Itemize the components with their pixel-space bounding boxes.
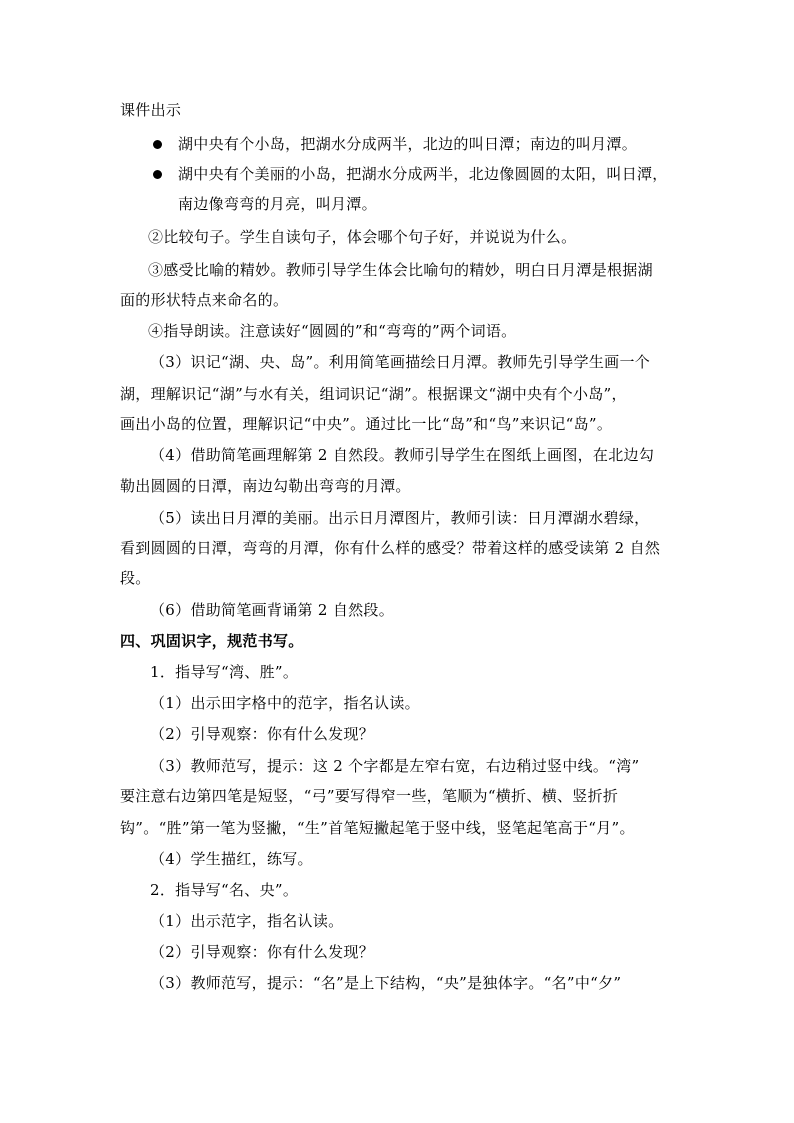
text-line: （6）借助简笔画背诵第 2 自然段。	[150, 601, 395, 619]
text-line: （1）出示范字，指名认读。	[150, 912, 344, 930]
text-line: 要注意右边第四笔是短竖，“弓”要写得窄一些，笔顺为“横折、横、竖折折	[120, 787, 619, 805]
text-line: （3）教师范写，提示：这 2 个字都是左窄右宽，右边稍过竖中线。“湾”	[150, 757, 640, 775]
bullet-icon	[153, 170, 162, 179]
text-line: 画出小岛的位置，理解识记“中央”。通过比一比“岛”和“鸟”来识记“岛”。	[120, 415, 613, 433]
text-line: 2．指导写“名、央”。	[150, 881, 299, 899]
text-line: 勒出圆圆的日潭，南边勾勒出弯弯的月潭。	[120, 477, 411, 495]
section-heading: 四、巩固识字，规范书写。	[120, 632, 304, 650]
text-line: （3）教师范写，提示：“名”是上下结构，“央”是独体字。“名”中“夕”	[150, 974, 622, 992]
text-line: （4）借助简笔画理解第 2 自然段。教师引导学生在图纸上画图，在北边勾	[150, 446, 655, 464]
text-line: 面的形状特点来命名的。	[120, 291, 289, 309]
text-line: （5）读出日月潭的美丽。出示日月潭图片，教师引读：日月潭湖水碧绿，	[150, 509, 650, 527]
text-line: 看到圆圆的日潭，弯弯的月潭，你有什么样的感受？带着这样的感受读第 2 自然	[120, 539, 661, 557]
text-line: 1．指导写“湾、胜”。	[150, 663, 299, 681]
text-line: ④指导朗读。注意读好“圆圆的”和“弯弯的”两个词语。	[148, 322, 517, 340]
text-line: 段。	[120, 569, 151, 587]
text-line: 湖中央有个小岛，把湖水分成两半，北边的叫日潭；南边的叫月潭。	[178, 135, 638, 153]
text-line: ③感受比喻的精妙。教师引导学生体会比喻句的精妙，明白日月潭是根据湖	[148, 261, 653, 279]
text-line: （4）学生描红，练写。	[150, 850, 313, 868]
text-line: 钩”。“胜”第一笔为竖撇，“生”首笔短撇起笔于竖中线，竖笔起笔高于“月”。	[120, 819, 635, 837]
text-line: （2）引导观察：你有什么发现？	[150, 725, 375, 743]
text-line: （1）出示田字格中的范字，指名认读。	[150, 694, 420, 712]
bullet-icon	[153, 140, 162, 149]
text-line: 课件出示	[120, 101, 182, 119]
text-line: 湖中央有个美丽的小岛，把湖水分成两半，北边像圆圆的太阳，叫日潭，	[178, 165, 668, 183]
text-line: 湖，理解识记“湖”与水有关，组词识记“湖”。根据课文“湖中央有个小岛”，	[120, 385, 627, 403]
text-line: （3）识记“湖、央、岛”。利用简笔画描绘日月潭。教师先引导学生画一个	[150, 353, 651, 371]
text-line: 南边像弯弯的月亮，叫月潭。	[178, 195, 377, 213]
text-line: ②比较句子。学生自读句子，体会哪个句子好，并说说为什么。	[148, 228, 577, 246]
text-line: （2）引导观察：你有什么发现？	[150, 943, 375, 961]
